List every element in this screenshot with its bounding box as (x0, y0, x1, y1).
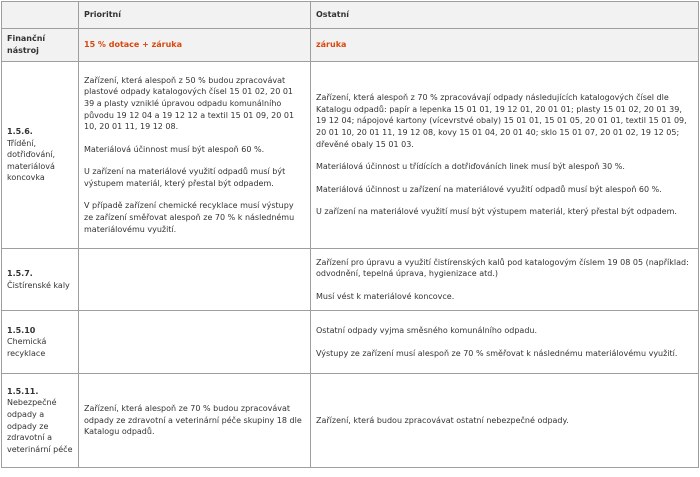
row-other-cell (311, 374, 699, 468)
table-row (2, 374, 699, 468)
header-other: Ostatní (311, 2, 699, 29)
row-other-cell (311, 311, 699, 374)
priority-paragraph: U zařízení na materiálové využití odpadů musí být výstupem materiál, který přestal být odpadem. (84, 167, 286, 188)
row-priority-cell (79, 311, 311, 374)
financial-other-value: záruka (311, 29, 699, 62)
priority-paragraph: Zařízení, která alespoň z 50 % budou zpracovávat plastové odpady katalogových čísel 15 01 02, 20 01 39 a plasty vzniklé úpravou odpadu komunálního původu 19 12 04 a 19 12 12 a textil 15 01 09, 20 01 10, 20 01 11, 19 12 08. (84, 75, 295, 132)
row-other-cell (311, 62, 699, 249)
financing-table (1, 1, 699, 468)
other-paragraph: Materiálová účinnost u třídících a dotřiďováních linek musí být alespoň 30 %. (316, 162, 625, 172)
row-code: 1.5.6. (7, 127, 33, 137)
other-paragraph: Ostatní odpady vyjma směsného komunálního odpadu. (316, 325, 538, 335)
row-category-cell (2, 374, 79, 468)
priority-paragraph: Zařízení, která alespoň ze 70 % budou zpracovávat odpady ze zdravotní a veterinární péče skupiny 18 dle Katalogu odpadů. (84, 404, 302, 437)
row-code: 1.5.10 (7, 325, 36, 335)
row-category-cell (2, 62, 79, 249)
row-code: 1.5.7. (7, 268, 33, 278)
header-priority: Prioritní (79, 2, 311, 29)
row-other-cell (311, 249, 699, 311)
priority-paragraph: Materiálová účinnost musí být alespoň 60 %. (84, 144, 265, 154)
other-paragraph: Zařízení, která budou zpracovávat ostatní nebezpečné odpady. (316, 415, 569, 425)
financial-priority-value: 15 % dotace + záruka (79, 29, 311, 62)
other-paragraph: Materiálová účinnost u zařízení na materiálové využití odpadů musí být alespoň 60 %. (316, 184, 662, 194)
row-name: Nebezpečné odpady a odpady ze zdravotní a veterinární péče (7, 398, 73, 454)
row-priority-cell (79, 249, 311, 311)
row-priority-cell (79, 62, 311, 249)
other-paragraph: Zařízení pro úpravu a využití čistírenských kalů pod katalogovým číslem 19 08 05 (například: odvodnění, tepelná úprava, hygienizace atd.) (316, 257, 689, 279)
row-code: 1.5.11. (7, 386, 39, 396)
row-category-cell (2, 311, 79, 374)
row-category-cell (2, 249, 79, 311)
financial-instrument-label: Finanční nástroj (2, 29, 79, 62)
other-paragraph: Zařízení, která alespoň z 70 % zpracovávají odpady následujících katalogových čísel dle Katalogu odpadů: papír a lepenka 15 01 01, 19 12 01, 20 01 01; plasty 15 01 02, 20 01 39, 19 12 04; nápojové kartony (vícevrstvé obaly) 15 01 01, 15 01 05, 20 01 01, textil 15 01 09, 20 01 10, 20 01 11, 19 12 08, kovy 15 01 04, 20 01 40; sklo 15 01 07, 20 01 02, 19 12 05; dřevěné obaly 15 01 03. (316, 93, 687, 149)
financial-instrument-row (2, 29, 699, 62)
priority-paragraph: V případě zařízení chemické recyklace musí výstupy ze zařízení směřovat alespoň ze 70 % k následnému materiálovému využití. (84, 201, 295, 234)
header-row (2, 2, 699, 29)
other-paragraph: U zařízení na materiálové využití musí být výstupem materiál, který přestal být odpadem. (316, 207, 677, 217)
other-paragraph: Musí vést k materiálové koncovce. (316, 291, 455, 301)
header-cell-empty (2, 2, 79, 29)
other-paragraph: Výstupy ze zařízení musí alespoň ze 70 % směřovat k následnému materiálovému využití. (316, 348, 678, 358)
row-name: Třídění, dotřiďování, materiálová koncovka (7, 138, 56, 183)
row-priority-cell (79, 374, 311, 468)
row-name: Čistírenské kaly (7, 280, 70, 290)
table-row (2, 249, 699, 311)
row-name: Chemická recyklace (7, 337, 47, 358)
table-row (2, 62, 699, 249)
table-row (2, 311, 699, 374)
